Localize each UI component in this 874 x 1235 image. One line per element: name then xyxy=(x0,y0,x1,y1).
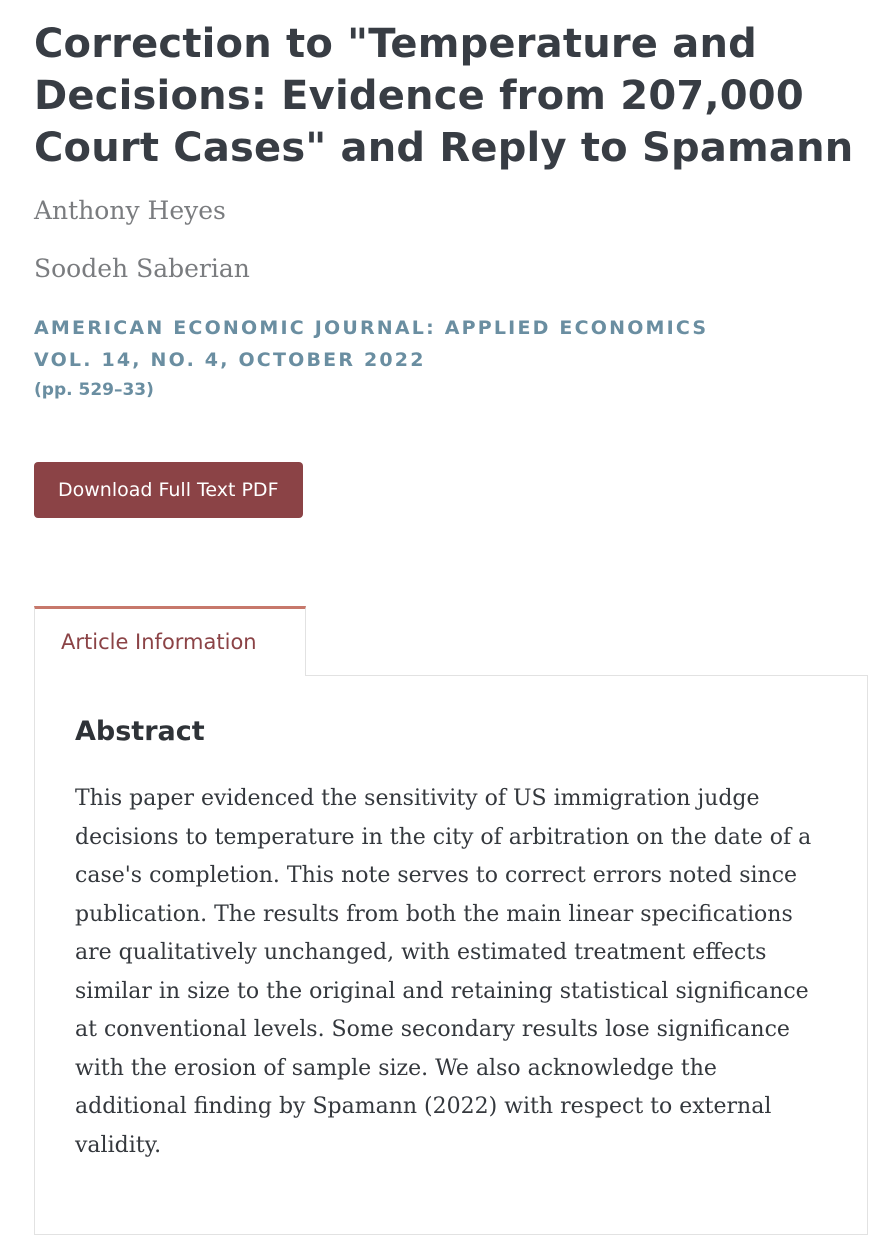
download-pdf-button[interactable]: Download Full Text PDF xyxy=(34,462,303,518)
journal-issue[interactable]: VOL. 14, NO. 4, OCTOBER 2022 xyxy=(34,349,426,371)
tab-article-information[interactable] xyxy=(34,606,306,676)
tab-label: Article Information xyxy=(61,630,257,654)
journal-info xyxy=(34,312,868,404)
author-list xyxy=(34,196,868,284)
article-information-panel xyxy=(34,675,868,1235)
abstract-heading: Abstract xyxy=(75,716,205,747)
article-page xyxy=(34,0,868,1158)
journal-name[interactable]: AMERICAN ECONOMIC JOURNAL: APPLIED ECONOMICS xyxy=(34,317,709,339)
author-link-heyes[interactable]: Anthony Heyes xyxy=(34,196,226,225)
article-title: Correction to "Temperature and Decisions: Evidence from 207,000 Court Cases" and Reply to Spamann xyxy=(34,21,854,171)
author-link-saberian[interactable]: Soodeh Saberian xyxy=(34,254,250,283)
page-range: (pp. 529–33) xyxy=(34,380,154,400)
abstract-text: This paper evidenced the sensitivity of US immigration judge decisions to temperature in the city of arbitration on the date of a case's completion. This note serves to correct errors noted since publication. The results from both the main linear specifications are qualitatively unchanged, with estimated treatment effects similar in size to the original and retaining statistical significance at conventional levels. Some secondary results lose significance with the erosion of sample size. We also acknowledge the additional finding by Spamann (2022) with respect to external validity. xyxy=(75,786,812,1158)
